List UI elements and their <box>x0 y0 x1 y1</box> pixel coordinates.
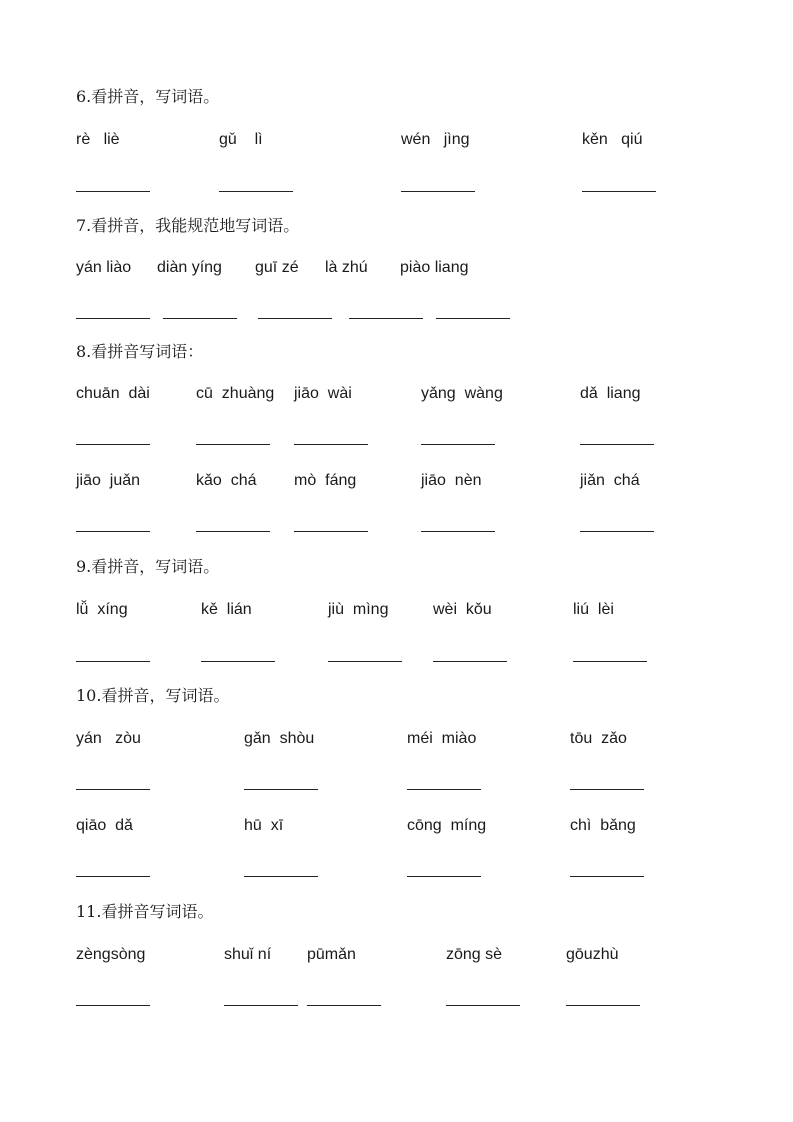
pinyin-item: tōu zǎo <box>570 730 627 747</box>
answer-blank[interactable] <box>76 875 150 877</box>
answer-blank[interactable] <box>573 660 647 662</box>
pinyin-item: jiāo nèn <box>421 472 482 489</box>
answer-blank[interactable] <box>580 530 654 532</box>
answer-blank[interactable] <box>76 443 150 445</box>
answer-blank[interactable] <box>76 190 150 192</box>
question-9-heading: 9.看拼音，写词语。 <box>76 557 220 576</box>
answer-blank[interactable] <box>582 190 656 192</box>
pinyin-item: diàn yíng <box>157 259 222 276</box>
pinyin-item: chuān dài <box>76 385 150 402</box>
pinyin-item: hū xī <box>244 817 284 834</box>
question-10-heading: 10.看拼音，写词语。 <box>76 686 230 705</box>
pinyin-item: liú lèi <box>573 601 614 618</box>
answer-blank[interactable] <box>436 317 510 319</box>
answer-blank[interactable] <box>163 317 237 319</box>
pinyin-item: gǔ lì <box>219 131 263 148</box>
answer-blank[interactable] <box>328 660 402 662</box>
answer-blank[interactable] <box>201 660 275 662</box>
pinyin-item: zōng sè <box>446 946 503 963</box>
pinyin-item: dǎ liang <box>580 385 641 402</box>
question-8-heading: 8.看拼音写词语： <box>76 342 204 361</box>
answer-blank[interactable] <box>421 530 495 532</box>
answer-blank[interactable] <box>196 530 270 532</box>
pinyin-item: lǚ xíng <box>76 601 128 618</box>
answer-blank[interactable] <box>224 1004 298 1006</box>
pinyin-item: cōng míng <box>407 817 487 834</box>
pinyin-item: jiǎn chá <box>580 472 640 489</box>
pinyin-item: wèi kǒu <box>433 601 492 618</box>
pinyin-item: cū zhuàng <box>196 385 275 402</box>
pinyin-item: kě lián <box>201 601 252 618</box>
pinyin-item: rè liè <box>76 131 120 148</box>
pinyin-item: kěn qiú <box>582 131 643 148</box>
pinyin-item: wén jìng <box>401 131 470 148</box>
pinyin-item: méi miào <box>407 730 477 747</box>
pinyin-item: jiāo juǎn <box>76 472 141 489</box>
answer-blank[interactable] <box>244 788 318 790</box>
pinyin-item: pūmǎn <box>307 946 356 963</box>
pinyin-item: gǎn shòu <box>244 730 315 747</box>
answer-blank[interactable] <box>258 317 332 319</box>
pinyin-item: jiù mìng <box>328 601 389 618</box>
answer-blank[interactable] <box>570 788 644 790</box>
answer-blank[interactable] <box>244 875 318 877</box>
pinyin-item: kǎo chá <box>196 472 257 489</box>
answer-blank[interactable] <box>76 530 150 532</box>
pinyin-item: gōuzhù <box>566 946 619 963</box>
pinyin-item: zèngsòng <box>76 946 146 963</box>
pinyin-item: là zhú <box>325 259 368 276</box>
answer-blank[interactable] <box>76 660 150 662</box>
answer-blank[interactable] <box>421 443 495 445</box>
answer-blank[interactable] <box>433 660 507 662</box>
pinyin-item: yán liào <box>76 259 132 276</box>
pinyin-item: shuǐ ní <box>224 946 272 963</box>
answer-blank[interactable] <box>349 317 423 319</box>
answer-blank[interactable] <box>570 875 644 877</box>
pinyin-item: mò fáng <box>294 472 357 489</box>
pinyin-item: yǎng wàng <box>421 385 503 402</box>
pinyin-item: guī zé <box>255 259 299 276</box>
pinyin-item: yán zòu <box>76 730 141 747</box>
pinyin-item: chì bǎng <box>570 817 636 834</box>
answer-blank[interactable] <box>407 875 481 877</box>
answer-blank[interactable] <box>196 443 270 445</box>
answer-blank[interactable] <box>76 1004 150 1006</box>
question-7-heading: 7.看拼音，我能规范地写词语。 <box>76 216 300 235</box>
pinyin-item: piào liang <box>400 259 469 276</box>
answer-blank[interactable] <box>566 1004 640 1006</box>
answer-blank[interactable] <box>401 190 475 192</box>
question-11-heading: 11.看拼音写词语。 <box>76 902 214 921</box>
answer-blank[interactable] <box>76 788 150 790</box>
pinyin-item: qiāo dǎ <box>76 817 133 834</box>
answer-blank[interactable] <box>446 1004 520 1006</box>
answer-blank[interactable] <box>407 788 481 790</box>
answer-blank[interactable] <box>294 530 368 532</box>
answer-blank[interactable] <box>580 443 654 445</box>
answer-blank[interactable] <box>76 317 150 319</box>
pinyin-item: jiāo wài <box>294 385 352 402</box>
answer-blank[interactable] <box>294 443 368 445</box>
question-6-heading: 6.看拼音，写词语。 <box>76 87 220 106</box>
answer-blank[interactable] <box>219 190 293 192</box>
answer-blank[interactable] <box>307 1004 381 1006</box>
